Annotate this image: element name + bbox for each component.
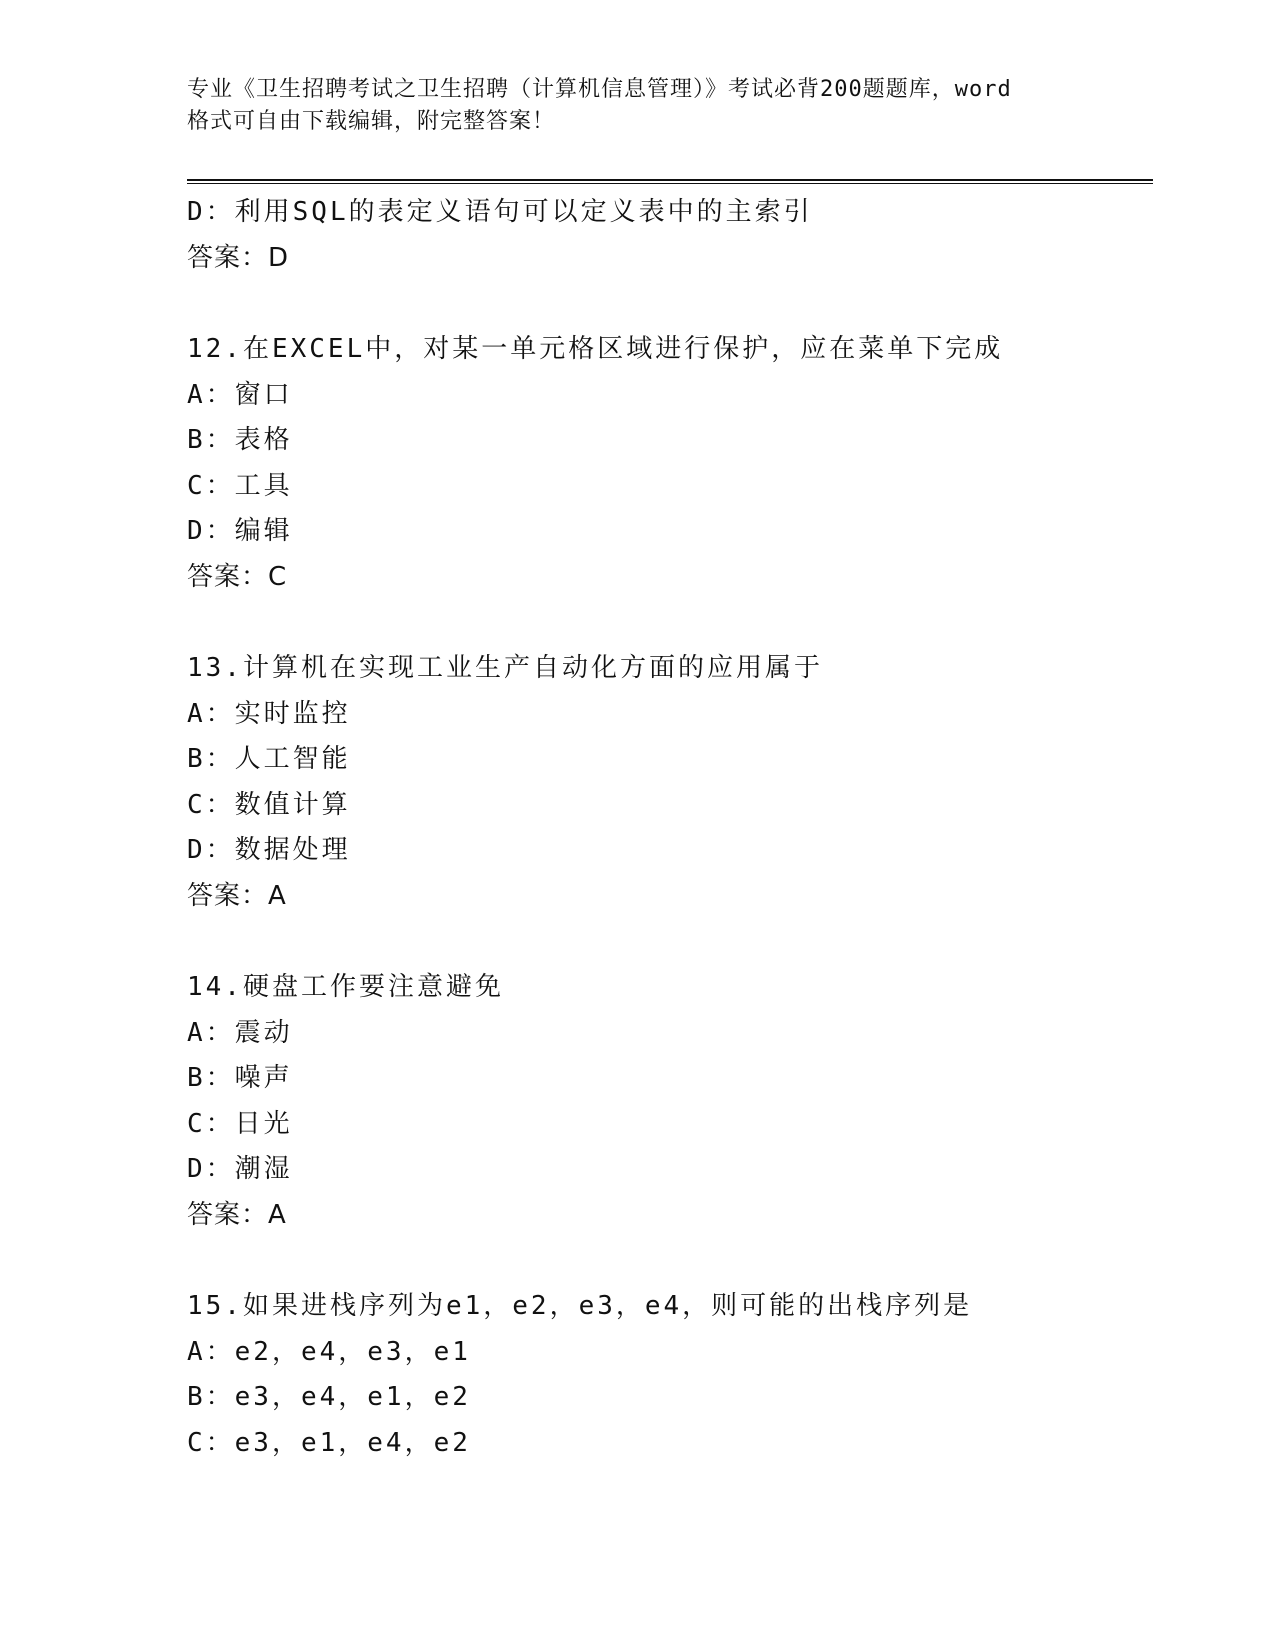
option-c: C：工具 bbox=[187, 470, 293, 501]
question-13 bbox=[187, 646, 1147, 919]
option-c: C：日光 bbox=[187, 1108, 293, 1139]
option-a: A：实时监控 bbox=[187, 698, 351, 729]
option-d: D：潮湿 bbox=[187, 1154, 293, 1184]
question-list bbox=[187, 190, 1147, 1466]
question-12 bbox=[187, 327, 1147, 600]
option-a: A：窗口 bbox=[187, 379, 293, 410]
document-header bbox=[187, 74, 1087, 138]
option-d: D：利用SQL的表定义语句可以定义表中的主索引 bbox=[187, 197, 813, 227]
question-stem: 14.硬盘工作要注意避免 bbox=[187, 972, 504, 1002]
option-b: B：人工智能 bbox=[187, 744, 351, 774]
header-line-2: 格式可自由下载编辑，附完整答案！ bbox=[187, 109, 556, 134]
header-divider-thick bbox=[187, 179, 1153, 181]
option-d: D：编辑 bbox=[187, 516, 293, 546]
question-stem: 12.在EXCEL中，对某一单元格区域进行保护，应在菜单下完成 bbox=[187, 334, 1004, 364]
option-b: B：噪声 bbox=[187, 1063, 293, 1093]
answer-line: 答案：A bbox=[187, 880, 287, 911]
answer-line: 答案：A bbox=[187, 1199, 287, 1230]
option-a: A：e2，e4，e3，e1 bbox=[187, 1336, 471, 1367]
header-divider-thin bbox=[187, 183, 1153, 184]
question-stem: 13.计算机在实现工业生产自动化方面的应用属于 bbox=[187, 653, 823, 683]
option-d: D：数据处理 bbox=[187, 835, 351, 865]
answer-line: 答案：D bbox=[187, 242, 290, 273]
spacer bbox=[187, 281, 1147, 327]
option-a: A：震动 bbox=[187, 1017, 293, 1048]
option-c: C：数值计算 bbox=[187, 789, 351, 820]
question-15 bbox=[187, 1284, 1147, 1466]
previous-question-tail bbox=[187, 190, 1147, 281]
header-line-1: 专业《卫生招聘考试之卫生招聘（计算机信息管理）》考试必背200题题库，word bbox=[187, 77, 1012, 102]
option-b: B：e3，e4，e1，e2 bbox=[187, 1382, 471, 1412]
option-b: B：表格 bbox=[187, 425, 293, 455]
answer-line: 答案：C bbox=[187, 561, 288, 592]
spacer bbox=[187, 1238, 1147, 1284]
question-14 bbox=[187, 965, 1147, 1238]
spacer bbox=[187, 919, 1147, 965]
question-stem: 15.如果进栈序列为e1，e2，e3，e4，则可能的出栈序列是 bbox=[187, 1291, 973, 1321]
option-c: C：e3，e1，e4，e2 bbox=[187, 1427, 471, 1458]
spacer bbox=[187, 600, 1147, 646]
